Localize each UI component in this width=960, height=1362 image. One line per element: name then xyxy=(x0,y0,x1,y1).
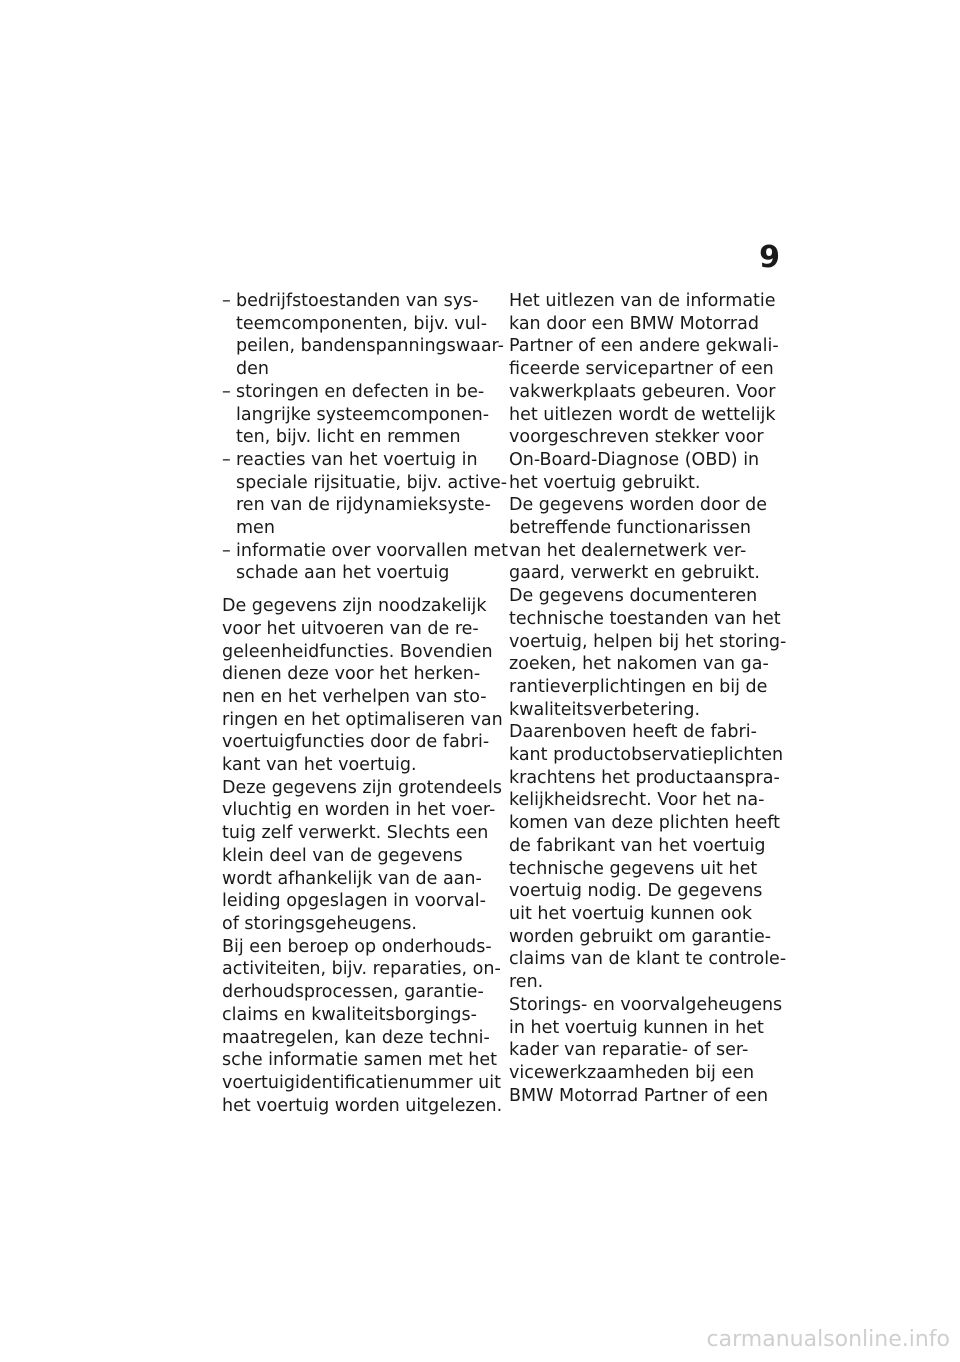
text-line: kant productobservatieplichten xyxy=(509,745,784,766)
text-line: leiding opgeslagen in voorval- xyxy=(222,891,486,912)
spacer xyxy=(222,585,494,595)
text-line: Het uitlezen van de informatie xyxy=(509,291,776,311)
text-line: Partner of een andere gekwali- xyxy=(509,336,779,357)
paragraph xyxy=(509,721,787,993)
text-line: kader van reparatie- of ser- xyxy=(509,1040,749,1061)
text-line: ringen en het optimaliseren van xyxy=(222,709,503,730)
text-line: betreffende functionarissen xyxy=(509,518,752,539)
text-line: sche informatie samen met het xyxy=(222,1050,497,1071)
text-line: derhoudsprocessen, garantie- xyxy=(222,982,484,1003)
text-line: langrijke systeemcomponen- xyxy=(236,404,490,425)
text-line: claims van de klant te controle- xyxy=(509,949,787,970)
text-line: rantieverplichtingen en bij de xyxy=(509,676,768,697)
bullet-item xyxy=(222,449,508,540)
text-line: maatregelen, kan deze techni- xyxy=(222,1027,490,1048)
paragraph xyxy=(509,290,781,494)
text-line: voertuigidentificatienummer uit xyxy=(222,1072,501,1093)
text-line: BMW Motorrad Partner of een xyxy=(509,1085,769,1106)
bullet-list xyxy=(222,290,508,585)
text-line: peilen, bandenspanningswaar- xyxy=(236,336,504,357)
text-line: De gegevens documenteren xyxy=(509,586,758,607)
text-line: het uitlezen wordt de wettelijk xyxy=(509,404,776,425)
text-line: of storingsgeheugens. xyxy=(222,913,417,934)
text-line: Bij een beroep op onderhouds- xyxy=(222,936,492,957)
text-line: komen van deze plichten heeft xyxy=(509,813,780,834)
paragraph xyxy=(509,994,781,1108)
right-column xyxy=(509,290,787,1107)
text-line: het voertuig gebruikt. xyxy=(509,472,701,493)
text-line: teemcomponenten, bijv. vul- xyxy=(236,313,488,334)
text-line: in het voertuig kunnen in het xyxy=(509,1017,764,1038)
text-line: On-Board-Diagnose (OBD) in xyxy=(509,449,760,470)
text-line: Daarenboven heeft de fabri- xyxy=(509,722,757,743)
text-line: nen en het verhelpen van sto- xyxy=(222,686,487,707)
text-line: het voertuig worden uitgelezen. xyxy=(222,1095,503,1116)
text-line: Deze gegevens zijn grotendeels xyxy=(222,777,502,798)
text-line: de fabrikant van het voertuig xyxy=(509,835,766,856)
text-line: De gegevens zijn noodzakelijk xyxy=(222,596,487,617)
text-line: schade aan het voertuig xyxy=(236,563,450,584)
bullet-item xyxy=(222,290,504,381)
text-line: ren van de rijdynamieksyste- xyxy=(236,495,491,516)
text-line: technische gegevens uit het xyxy=(509,858,758,879)
text-line: – storingen en defecten in be- xyxy=(236,381,485,402)
text-line: vicewerkzaamheden bij een xyxy=(509,1062,755,1083)
paragraph xyxy=(222,936,503,1118)
paragraph xyxy=(222,595,503,777)
text-line: voertuig, helpen bij het storing- xyxy=(509,631,787,652)
text-line: klein deel van de gegevens xyxy=(222,845,463,866)
text-line: kan door een BMW Motorrad xyxy=(509,313,759,334)
paragraph xyxy=(222,777,502,936)
text-line: activiteiten, bijv. reparaties, on- xyxy=(222,959,501,980)
text-line: gaard, verwerkt en gebruikt. xyxy=(509,563,760,584)
text-line: claims en kwaliteitsborgings- xyxy=(222,1004,477,1025)
right-paragraphs xyxy=(509,290,787,1107)
text-line: van het dealernetwerk ver- xyxy=(509,540,747,561)
text-line: worden gebruikt om garantie- xyxy=(509,926,772,947)
text-line: zoeken, het nakomen van ga- xyxy=(509,654,769,675)
bullet-item xyxy=(222,381,494,449)
text-line: technische toestanden van het xyxy=(509,608,781,629)
text-line: geleenheidfuncties. Bovendien xyxy=(222,641,493,662)
text-line: dienen deze voor het herken- xyxy=(222,664,481,685)
text-line: vakwerkplaats gebeuren. Voor xyxy=(509,381,776,402)
paragraph xyxy=(509,494,787,721)
text-line: voertuigfuncties door de fabri- xyxy=(222,732,490,753)
text-line: voor het uitvoeren van de re- xyxy=(222,618,479,639)
text-line: voertuig nodig. De gegevens xyxy=(509,881,763,902)
text-line: kelijkheidsrecht. Voor het na- xyxy=(509,790,765,811)
text-line: vluchtig en worden in het voer- xyxy=(222,800,496,821)
text-line: – reacties van het voertuig in xyxy=(236,449,478,470)
text-line: – bedrijfstoestanden van sys- xyxy=(236,291,479,311)
page-number: 9 xyxy=(759,240,780,275)
text-line: kwaliteitsverbetering. xyxy=(509,699,701,720)
bullet-item xyxy=(222,540,508,585)
watermark-text: carmanualsonline.info xyxy=(706,1327,950,1352)
text-line: ten, bijv. licht en remmen xyxy=(236,427,461,448)
text-line: Storings- en voorvalgeheugens xyxy=(509,994,783,1015)
text-line: men xyxy=(236,518,275,539)
left-paragraphs xyxy=(222,595,503,1117)
text-line: – informatie over voorvallen met xyxy=(236,540,508,561)
text-line: krachtens het productaanspra- xyxy=(509,767,780,788)
text-line: voorgeschreven stekker voor xyxy=(509,427,764,448)
left-column xyxy=(222,290,508,1117)
text-line: wordt afhankelijk van de aan- xyxy=(222,868,482,889)
text-line: ficeerde servicepartner of een xyxy=(509,359,774,380)
text-line: ren. xyxy=(509,972,544,993)
text-line: den xyxy=(236,359,269,380)
text-line: uit het voertuig kunnen ook xyxy=(509,903,753,924)
text-line: tuig zelf verwerkt. Slechts een xyxy=(222,823,489,844)
text-line: speciale rijsituatie, bijv. active- xyxy=(236,472,508,493)
text-line: De gegevens worden door de xyxy=(509,495,768,516)
text-line: kant van het voertuig. xyxy=(222,755,417,776)
